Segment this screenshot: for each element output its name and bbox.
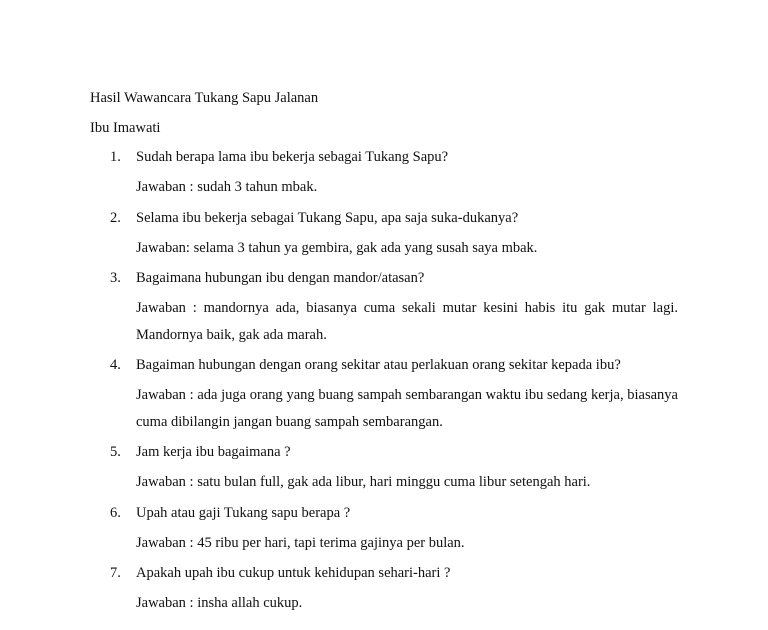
answer-text: Jawaban : mandornya ada, biasanya cuma sekali mutar kesini habis itu gak mutar lagi. Mandornya baik, gak ada marah.: [136, 300, 678, 343]
question-number: 6.: [110, 504, 121, 521]
qa-list: [110, 148, 678, 617]
question-number: 5.: [110, 444, 121, 460]
answer-text: Jawaban : satu bulan full, gak ada libur, hari minggu cuma libur setengah hari.: [136, 474, 591, 490]
spacer: [110, 348, 678, 356]
document-title: Hasil Wawancara Tukang Sapu Jalanan: [90, 90, 319, 106]
qa-item: [110, 564, 678, 617]
question-text: Apakah upah ibu cukup untuk kehidupan sehari-hari ?: [136, 565, 451, 581]
spacer: [110, 261, 678, 269]
question: [110, 269, 678, 287]
qa-item: [110, 209, 678, 262]
question-text: Sudah berapa lama ibu bekerja sebagai Tukang Sapu?: [136, 149, 449, 165]
spacer: [110, 435, 678, 443]
question-number: 3.: [110, 270, 121, 286]
question: [110, 564, 678, 582]
interviewee-name: Ibu Imawati: [90, 120, 161, 136]
qa-item: [110, 356, 678, 435]
spacer: [110, 201, 678, 209]
qa-item: [110, 148, 678, 201]
question-text: Bagaimana hubungan ibu dengan mandor/atasan?: [136, 270, 425, 286]
question: [110, 443, 678, 461]
question-text: Selama ibu bekerja sebagai Tukang Sapu, apa saja suka-dukanya?: [136, 209, 519, 226]
question-text: Jam kerja ibu bagaimana ?: [136, 444, 291, 460]
qa-item: [110, 504, 678, 557]
question: [110, 209, 678, 227]
question-number: 1.: [110, 149, 121, 165]
question: [110, 148, 678, 166]
question-number: 2.: [110, 209, 121, 226]
answer-text: Jawaban : insha allah cukup.: [136, 595, 303, 611]
question: [110, 504, 678, 522]
question-text: Bagaiman hubungan dengan orang sekitar atau perlakuan orang sekitar kepada ibu?: [136, 357, 621, 373]
qa-item: [110, 443, 678, 496]
answer-text: Jawaban : sudah 3 tahun mbak.: [136, 179, 318, 195]
question-number: 7.: [110, 565, 121, 581]
spacer: [110, 496, 678, 504]
question: [110, 356, 678, 374]
question-number: 4.: [110, 357, 121, 373]
answer-text: Jawaban: selama 3 tahun ya gembira, gak ada yang susah saya mbak.: [136, 239, 538, 256]
qa-item: [110, 269, 678, 348]
spacer: [110, 556, 678, 564]
answer-text: Jawaban : ada juga orang yang buang sampah sembarangan waktu ibu sedang kerja, biasanya cuma dibilangin jangan buang sampah sembarangan.: [136, 387, 678, 430]
question-text: Upah atau gaji Tukang sapu berapa ?: [136, 504, 351, 521]
answer-text: Jawaban : 45 ribu per hari, tapi terima gajinya per bulan.: [136, 534, 465, 551]
